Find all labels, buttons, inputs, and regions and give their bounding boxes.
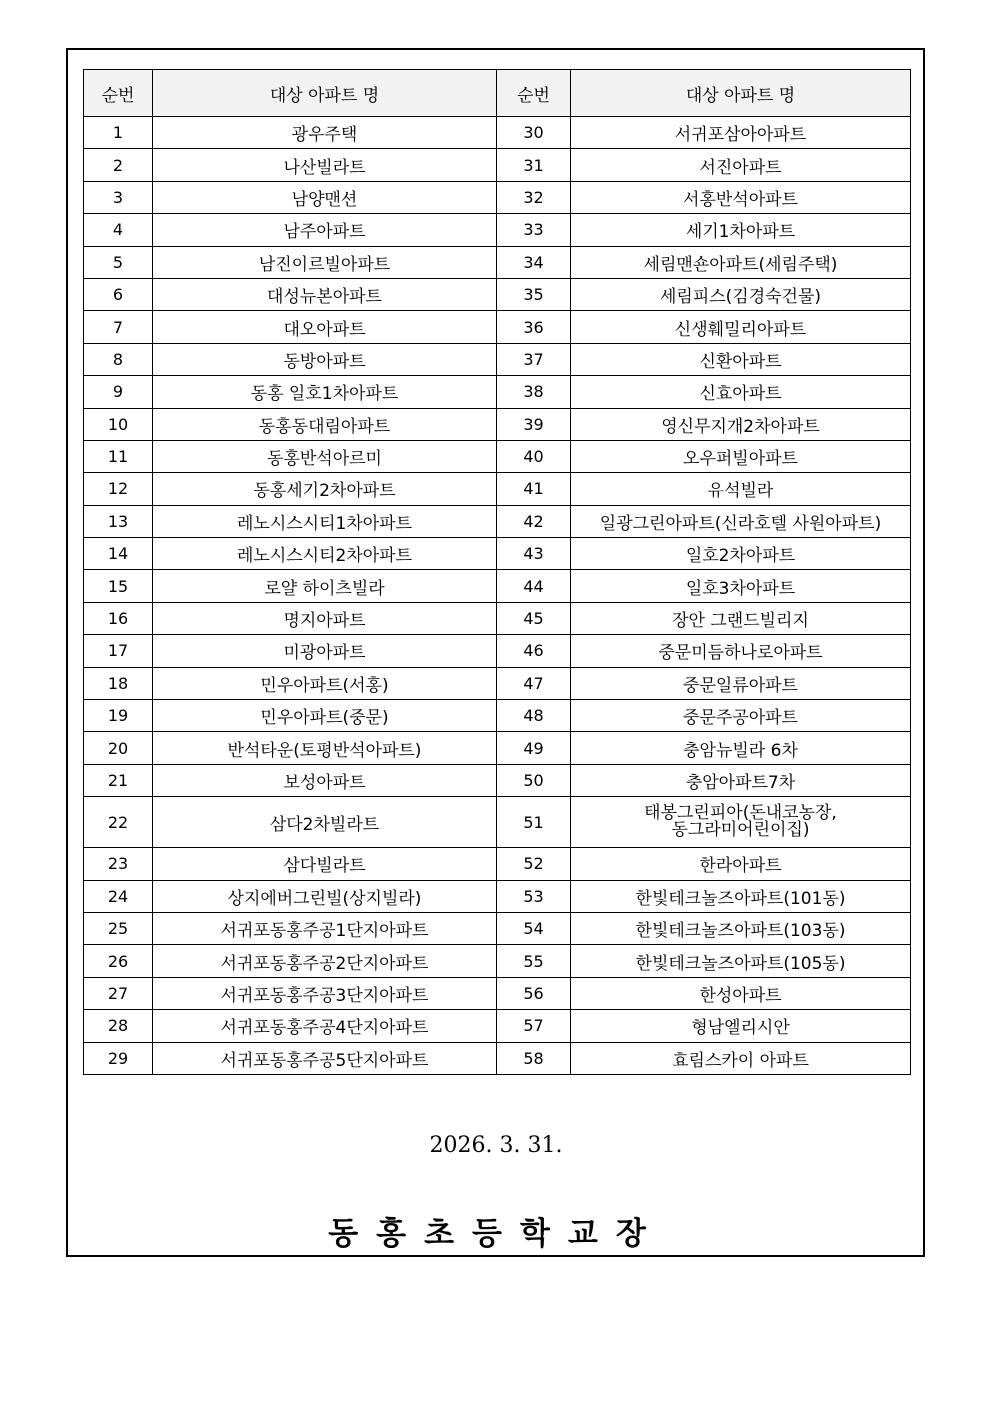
row-number-left: 28 [84, 1010, 153, 1042]
row-number-left: 6 [84, 278, 153, 310]
apartment-table [83, 69, 911, 1075]
row-number-left: 29 [84, 1042, 153, 1074]
apartment-name-right: 서진아파트 [571, 149, 911, 181]
table-row [84, 667, 911, 699]
apartment-name-left: 반석타운(토평반석아파트) [153, 732, 497, 764]
apartment-name-left: 서귀포동홍주공3단지아파트 [153, 977, 497, 1009]
row-number-right: 58 [497, 1042, 571, 1074]
table-row [84, 977, 911, 1009]
row-number-right: 37 [497, 343, 571, 375]
apartment-name-right: 신효아파트 [571, 376, 911, 408]
apartment-name-right: 영신무지개2차아파트 [571, 408, 911, 440]
header-number-left: 순번 [84, 70, 153, 117]
apartment-name-left: 레노시스시티1차아파트 [153, 505, 497, 537]
row-number-right: 40 [497, 440, 571, 472]
apartment-name-left: 남진이르빌아파트 [153, 246, 497, 278]
row-number-left: 15 [84, 570, 153, 602]
table-row [84, 700, 911, 732]
row-number-right: 49 [497, 732, 571, 764]
row-number-right: 31 [497, 149, 571, 181]
table-row [84, 214, 911, 246]
table-row [84, 797, 911, 848]
apartment-name-right: 세림맨숀아파트(세림주택) [571, 246, 911, 278]
table-row [84, 945, 911, 977]
row-number-left: 20 [84, 732, 153, 764]
apartment-name-right: 오우퍼빌아파트 [571, 440, 911, 472]
row-number-left: 22 [84, 797, 153, 848]
apartment-name-left: 서귀포동홍주공2단지아파트 [153, 945, 497, 977]
row-number-right: 55 [497, 945, 571, 977]
header-number-right: 순번 [497, 70, 571, 117]
apartment-name-right: 한빛테크놀즈아파트(105동) [571, 945, 911, 977]
row-number-left: 1 [84, 117, 153, 149]
apartment-name-left: 남주아파트 [153, 214, 497, 246]
row-number-left: 8 [84, 343, 153, 375]
row-number-left: 5 [84, 246, 153, 278]
row-number-left: 7 [84, 311, 153, 343]
row-number-left: 14 [84, 538, 153, 570]
table-row [84, 376, 911, 408]
row-number-right: 36 [497, 311, 571, 343]
row-number-right: 42 [497, 505, 571, 537]
row-number-left: 17 [84, 635, 153, 667]
apartment-name-right [571, 797, 911, 848]
apartment-name-left: 명지아파트 [153, 602, 497, 634]
table-row [84, 440, 911, 472]
row-number-left: 2 [84, 149, 153, 181]
row-number-right: 39 [497, 408, 571, 440]
apartment-name-left: 레노시스시티2차아파트 [153, 538, 497, 570]
row-number-right: 45 [497, 602, 571, 634]
row-number-right: 57 [497, 1010, 571, 1042]
apartment-name-left: 민우아파트(서홍) [153, 667, 497, 699]
row-number-right: 46 [497, 635, 571, 667]
row-number-left: 19 [84, 700, 153, 732]
apartment-name-left: 나산빌라트 [153, 149, 497, 181]
apartment-name-right: 중문미듬하나로아파트 [571, 635, 911, 667]
row-number-right: 41 [497, 473, 571, 505]
apartment-name-right: 중문일류아파트 [571, 667, 911, 699]
row-number-right: 54 [497, 912, 571, 944]
apartment-name-left: 삼다빌라트 [153, 848, 497, 880]
table-row [84, 278, 911, 310]
apartment-name-right: 한빛테크놀즈아파트(103동) [571, 912, 911, 944]
table-row [84, 1010, 911, 1042]
apartment-name-right: 충암뉴빌라 6차 [571, 732, 911, 764]
apartment-name-right: 일호2차아파트 [571, 538, 911, 570]
apartment-name-right: 한성아파트 [571, 977, 911, 1009]
apartment-name-left: 서귀포동홍주공4단지아파트 [153, 1010, 497, 1042]
row-number-right: 47 [497, 667, 571, 699]
row-number-left: 24 [84, 880, 153, 912]
apartment-name-left: 대성뉴본아파트 [153, 278, 497, 310]
apartment-name-line-1: 태봉그린피아(돈내코농장, [644, 803, 837, 824]
row-number-left: 25 [84, 912, 153, 944]
row-number-right: 44 [497, 570, 571, 602]
table-row [84, 149, 911, 181]
table-row [84, 848, 911, 880]
apartment-name-right: 세기1차아파트 [571, 214, 911, 246]
table-row [84, 117, 911, 149]
apartment-name-left: 보성아파트 [153, 764, 497, 796]
apartment-name-left: 동홍동대림아파트 [153, 408, 497, 440]
row-number-right: 35 [497, 278, 571, 310]
row-number-left: 9 [84, 376, 153, 408]
apartment-name-right: 형남엘리시안 [571, 1010, 911, 1042]
row-number-right: 32 [497, 181, 571, 213]
table-row [84, 912, 911, 944]
apartment-name-right: 한라아파트 [571, 848, 911, 880]
table-row [84, 635, 911, 667]
apartment-name-left: 민우아파트(중문) [153, 700, 497, 732]
apartment-name-right: 세림피스(김경숙건물) [571, 278, 911, 310]
apartment-name-line-2: 동그라미어린이집) [671, 820, 810, 841]
apartment-name-right: 서홍반석아파트 [571, 181, 911, 213]
row-number-right: 34 [497, 246, 571, 278]
apartment-name-right: 일호3차아파트 [571, 570, 911, 602]
row-number-left: 3 [84, 181, 153, 213]
apartment-name-left: 남양맨션 [153, 181, 497, 213]
row-number-right: 53 [497, 880, 571, 912]
apartment-name-left: 서귀포동홍주공1단지아파트 [153, 912, 497, 944]
row-number-right: 38 [497, 376, 571, 408]
table-row [84, 473, 911, 505]
row-number-right: 30 [497, 117, 571, 149]
apartment-name-left: 로얄 하이츠빌라 [153, 570, 497, 602]
table-row [84, 570, 911, 602]
table-header-row [84, 70, 911, 117]
apartment-name-left: 서귀포동홍주공5단지아파트 [153, 1042, 497, 1074]
apartment-name-left: 동홍 일호1차아파트 [153, 376, 497, 408]
row-number-left: 10 [84, 408, 153, 440]
row-number-left: 4 [84, 214, 153, 246]
row-number-left: 26 [84, 945, 153, 977]
header-apartment-left: 대상 아파트 명 [153, 70, 497, 117]
table-row [84, 880, 911, 912]
row-number-right: 50 [497, 764, 571, 796]
signer-title: 동홍초등학교장 [328, 1216, 664, 1252]
table-row [84, 602, 911, 634]
apartment-name-left: 삼다2차빌라트 [153, 797, 497, 848]
header-apartment-right: 대상 아파트 명 [571, 70, 911, 117]
document-date: 2026. 3. 31. [429, 1133, 563, 1158]
table-row [84, 408, 911, 440]
row-number-right: 48 [497, 700, 571, 732]
apartment-name-left: 미광아파트 [153, 635, 497, 667]
row-number-right: 56 [497, 977, 571, 1009]
apartment-name-right: 효림스카이 아파트 [571, 1042, 911, 1074]
table-row [84, 764, 911, 796]
row-number-right: 43 [497, 538, 571, 570]
apartment-name-left: 광우주택 [153, 117, 497, 149]
table-row [84, 732, 911, 764]
apartment-name-left: 동홍반석아르미 [153, 440, 497, 472]
table-row [84, 181, 911, 213]
apartment-name-right: 한빛테크놀즈아파트(101동) [571, 880, 911, 912]
row-number-left: 16 [84, 602, 153, 634]
apartment-name-right: 신환아파트 [571, 343, 911, 375]
apartment-name-right: 신생훼밀리아파트 [571, 311, 911, 343]
apartment-name-right: 장안 그랜드빌리지 [571, 602, 911, 634]
row-number-left: 11 [84, 440, 153, 472]
table-row [84, 538, 911, 570]
table-row [84, 343, 911, 375]
apartment-name-right: 일광그린아파트(신라호텔 사원아파트) [571, 505, 911, 537]
row-number-left: 13 [84, 505, 153, 537]
table-row [84, 1042, 911, 1074]
table-row [84, 311, 911, 343]
row-number-left: 18 [84, 667, 153, 699]
row-number-right: 51 [497, 797, 571, 848]
apartment-name-left: 상지에버그린빌(상지빌라) [153, 880, 497, 912]
apartment-name-right: 서귀포삼아아파트 [571, 117, 911, 149]
apartment-name-left: 동홍세기2차아파트 [153, 473, 497, 505]
row-number-right: 52 [497, 848, 571, 880]
row-number-right: 33 [497, 214, 571, 246]
row-number-left: 27 [84, 977, 153, 1009]
apartment-name-left: 대오아파트 [153, 311, 497, 343]
row-number-left: 21 [84, 764, 153, 796]
row-number-left: 23 [84, 848, 153, 880]
apartment-name-right: 충암아파트7차 [571, 764, 911, 796]
table-row [84, 505, 911, 537]
apartment-name-right: 유석빌라 [571, 473, 911, 505]
row-number-left: 12 [84, 473, 153, 505]
apartment-name-right: 중문주공아파트 [571, 700, 911, 732]
apartment-name-left: 동방아파트 [153, 343, 497, 375]
table-row [84, 246, 911, 278]
